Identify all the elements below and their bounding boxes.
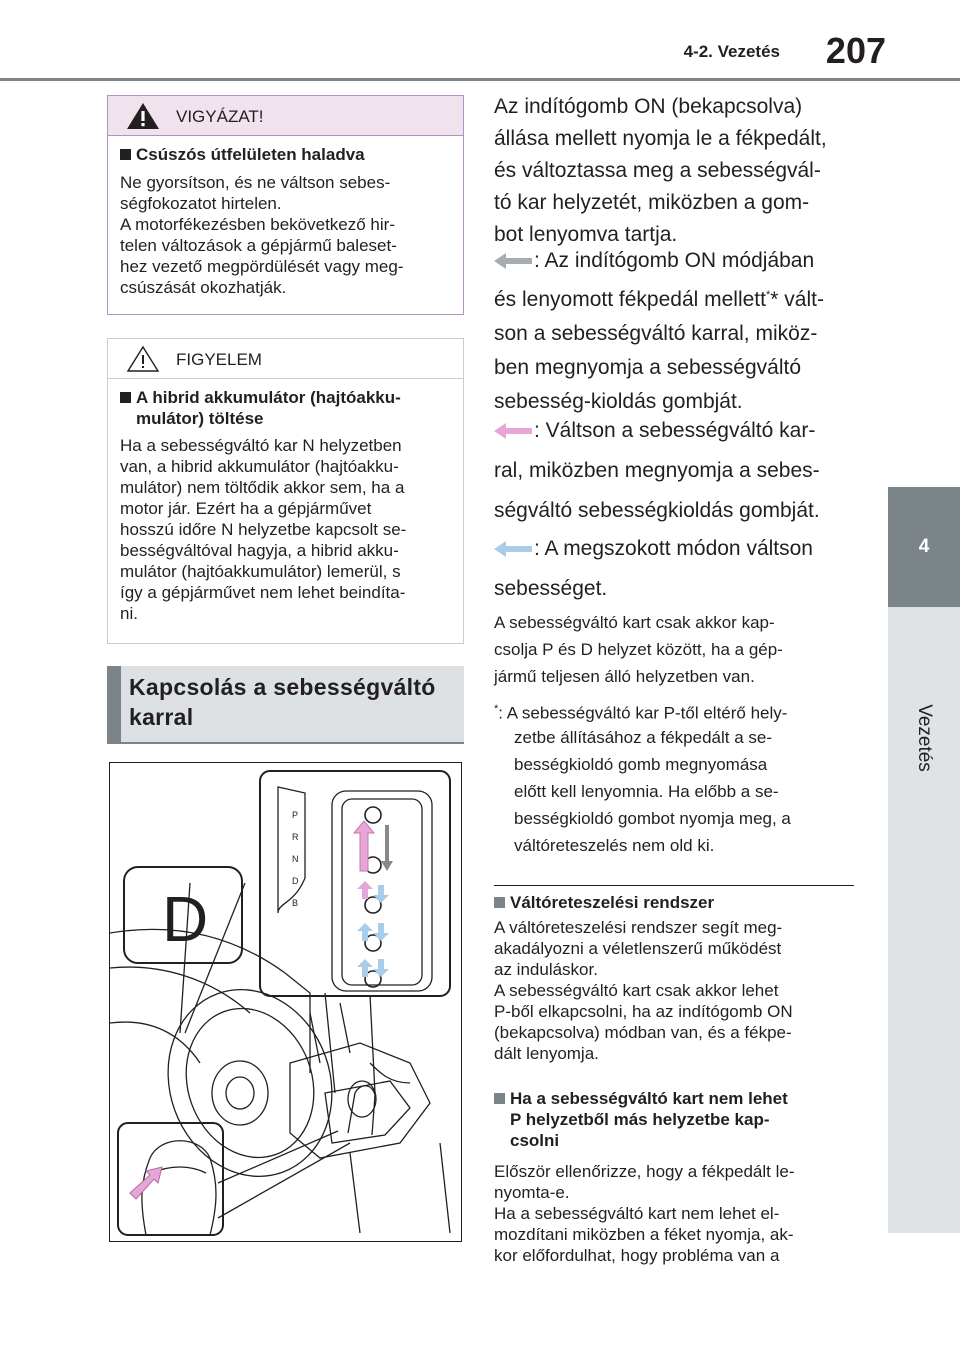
notice-line: hosszú időre N helyzetbe kapcsolt se-	[120, 520, 407, 539]
stuck-lever-heading: Ha a sebességváltó kart nem lehet P helyzetből más helyzetbe kap- csolni	[494, 1088, 788, 1151]
section-underline	[107, 742, 464, 744]
notice-line: motor jár. Ezért ha a gépjárművet	[120, 499, 372, 518]
warning-line: A motorfékezésben bekövetkező hir-	[120, 215, 395, 234]
gray-arrow-icon	[381, 861, 393, 871]
notice-line: bességváltóval hagyja, a hibrid akku-	[120, 541, 399, 560]
warning-triangle-icon	[126, 102, 160, 130]
intro-paragraph: Az indítógomb ON (bekapcsolva) állása mellett nyomja le a fékpedált, és változtassa meg a sebességvál- tó kar helyzetét, miközben a gom- bot lenyomva tartja.	[494, 95, 827, 246]
notice-line: Ha a sebességváltó kar N helyzetben	[120, 436, 402, 455]
chapter-label: Vezetés	[914, 704, 935, 772]
section-title-line1: Kapcsolás a sebességváltó	[129, 674, 436, 700]
notice-line: így a gépjárművet nem lehet beindíta-	[120, 583, 406, 602]
section-heading	[107, 666, 464, 744]
shift-lock-heading: Váltóreteszelési rendszer	[494, 892, 714, 913]
divider-rule	[494, 885, 854, 886]
gate-letter-n: N	[292, 854, 299, 864]
notice-body	[120, 435, 406, 624]
warning-subtitle: Csúszós útfelületen haladva	[120, 144, 365, 165]
header-section-title: 4-2. Vezetés	[683, 42, 780, 61]
notice-line: mulátor) nem töltődik akkor sem, ha a	[120, 478, 405, 497]
warning-line: csúszását okozhatják.	[120, 278, 287, 297]
notice-title: FIGYELEM	[176, 350, 262, 369]
big-gear-letter: D	[162, 883, 209, 955]
small-paragraph: A sebességváltó kart csak akkor kap- csolja P és D helyzet között, ha a gép- jármű teljesen álló helyzetben van.	[494, 613, 783, 686]
notice-header	[108, 339, 463, 379]
warning-body	[120, 172, 404, 298]
gray-left-arrow-icon	[494, 253, 532, 269]
bullet-square-icon	[494, 897, 505, 908]
warning-box	[107, 95, 464, 315]
section-heading-bar	[107, 666, 121, 744]
bullet-square-icon	[494, 1093, 505, 1104]
notice-line: mulátor (hajtóakkumulátor) lemerül, s	[120, 562, 401, 581]
chapter-number: 4	[888, 487, 960, 607]
blue-arrow-pairs	[357, 881, 389, 977]
legend-pink-arrow: : Váltson a sebességváltó kar- ral, miközben megnyomja a sebes- ségváltó sebességkioldás gombját.	[494, 419, 820, 522]
bullet-square-icon	[120, 149, 131, 160]
gate-letter-r: R	[292, 832, 299, 842]
warning-line: Ne gyorsítson, és ne váltson sebes-	[120, 173, 391, 192]
chapter-label-box	[888, 607, 960, 1233]
chapter-side-tab	[888, 487, 960, 1233]
shift-lock-body: A váltóreteszelési rendszer segít meg- akadályozni a véletlenszerű működést az induláskor. A sebességváltó kart csak akkor lehet P-ből elkapcsolni, ha az indítógomb ON (bekapcsolva) módban van, és a fékpe- dált lenyomja.	[494, 918, 793, 1063]
warning-title: VIGYÁZAT!	[176, 107, 264, 126]
caution-triangle-icon	[126, 345, 160, 373]
legend-gray-arrow: : Az indítógomb ON módjában és lenyomott fékpedál mellett** vált- son a sebességváltó karral, miköz- ben megnyomja a sebességváltó sebesség-kioldás gombját.	[494, 249, 824, 413]
footnote: *: A sebességváltó kar P-től eltérő hely-	[494, 703, 788, 723]
warning-line: telen változások a gépjármű baleset-	[120, 236, 397, 255]
warning-line: hez vezető megpördülését vagy meg-	[120, 257, 404, 276]
section-title-line2: karral	[129, 704, 194, 730]
bullet-square-icon	[120, 392, 131, 403]
notice-line: van, a hibrid akkumulátor (hajtóakku-	[120, 457, 399, 476]
notice-box	[107, 338, 464, 644]
notice-line: ni.	[120, 604, 138, 623]
footnote-continued: zetbe állításához a fékpedált a se- bességkioldó gomb megnyomása előtt kell lenyomnia. Ha előbb a se- bességkioldó gombot nyomja meg, a váltóreteszelés nem old ki.	[514, 728, 791, 855]
warning-line: ségfokozatot hirtelen.	[120, 194, 282, 213]
page-number: 207	[825, 30, 886, 71]
pink-arrow-icon	[354, 821, 374, 871]
gate-letter-d: D	[292, 876, 299, 886]
notice-subtitle: A hibrid akkumulátor (hajtóakku- mulátor) töltése	[120, 387, 401, 429]
warning-header	[108, 96, 463, 136]
legend-blue-arrow: : A megszokott módon váltson sebességet.	[494, 537, 813, 600]
header-rule	[0, 78, 960, 81]
illustration-svg	[110, 763, 462, 1242]
blue-left-arrow-icon	[494, 541, 532, 557]
gate-letter-p: P	[292, 810, 299, 820]
shift-lever-illustration	[109, 762, 462, 1242]
stuck-lever-body: Először ellenőrizze, hogy a fékpedált le- nyomta-e. Ha a sebességváltó kart nem lehet el- mozdítani miközben a féket nyomja, ak- kor előfordulhat, hogy probléma van a	[494, 1162, 795, 1265]
gate-letter-b: B	[292, 898, 299, 908]
pink-left-arrow-icon	[494, 423, 532, 439]
